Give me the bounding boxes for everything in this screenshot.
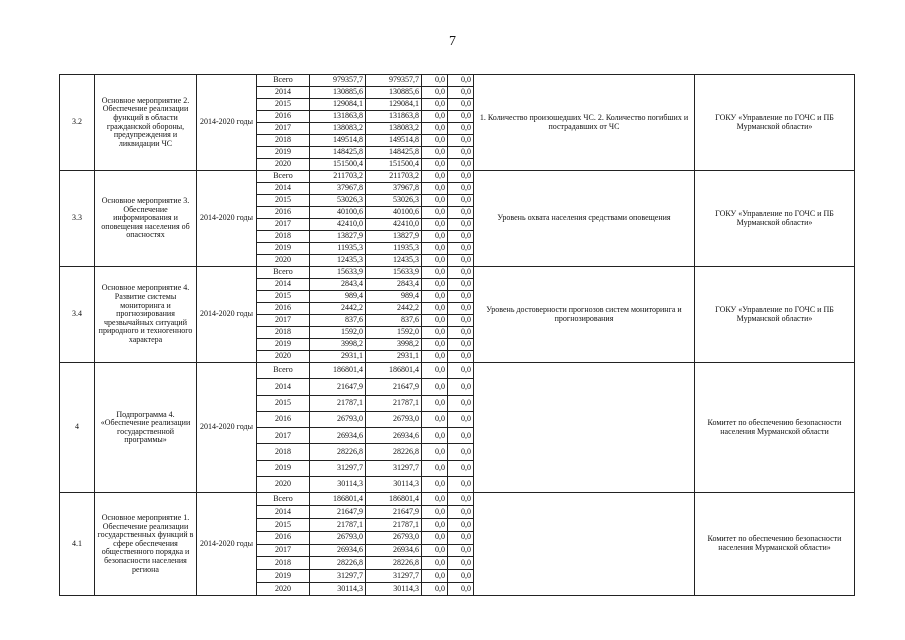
other-sources-cell: 0,0 [448, 444, 474, 460]
year-cell: 2016 [257, 111, 310, 123]
section-number: 4 [60, 363, 95, 493]
total-cell: 11935,3 [310, 243, 366, 255]
regional-budget-cell: 148425,8 [366, 147, 422, 159]
regional-budget-cell: 2843,4 [366, 279, 422, 291]
federal-budget-cell: 0,0 [422, 411, 448, 427]
total-cell: 42410,0 [310, 219, 366, 231]
total-cell: 130885,6 [310, 87, 366, 99]
year-cell: 2016 [257, 411, 310, 427]
regional-budget-cell: 28226,8 [366, 557, 422, 570]
regional-budget-cell: 42410,0 [366, 219, 422, 231]
federal-budget-cell: 0,0 [422, 267, 448, 279]
other-sources-cell: 0,0 [448, 99, 474, 111]
year-cell: 2014 [257, 506, 310, 519]
regional-budget-cell: 37967,8 [366, 183, 422, 195]
federal-budget-cell: 0,0 [422, 506, 448, 519]
regional-budget-cell: 26934,6 [366, 544, 422, 557]
section-number: 3.4 [60, 267, 95, 363]
regional-budget-cell: 26793,0 [366, 531, 422, 544]
other-sources-cell: 0,0 [448, 339, 474, 351]
year-cell: 2017 [257, 123, 310, 135]
other-sources-cell: 0,0 [448, 135, 474, 147]
measure-name: Основное мероприятие 1. Обеспечение реализации государственных функций в сфере обеспечения общественного порядка и безопасности населения региона [95, 493, 197, 595]
year-cell: 2015 [257, 291, 310, 303]
federal-budget-cell: 0,0 [422, 159, 448, 171]
year-cell: 2016 [257, 531, 310, 544]
federal-budget-cell: 0,0 [422, 428, 448, 444]
measure-name: Основное мероприятие 4. Развитие системы мониторинга и прогнозирования чрезвычайных ситуаций природного и техногенного характера [95, 267, 197, 363]
federal-budget-cell: 0,0 [422, 99, 448, 111]
total-cell: 3998,2 [310, 339, 366, 351]
year-cell: Всего [257, 171, 310, 183]
federal-budget-cell: 0,0 [422, 123, 448, 135]
implementation-period: 2014-2020 годы [197, 75, 257, 171]
federal-budget-cell: 0,0 [422, 379, 448, 395]
total-cell: 15633,9 [310, 267, 366, 279]
year-cell: 2016 [257, 303, 310, 315]
implementation-period: 2014-2020 годы [197, 363, 257, 493]
regional-budget-cell: 40100,6 [366, 207, 422, 219]
other-sources-cell: 0,0 [448, 207, 474, 219]
year-cell: 2017 [257, 428, 310, 444]
measure-name: Основное мероприятие 2. Обеспечение реализации функций в области гражданской обороны, предупреждения и ликвидации ЧС [95, 75, 197, 171]
regional-budget-cell: 21647,9 [366, 379, 422, 395]
other-sources-cell: 0,0 [448, 460, 474, 476]
year-cell: 2018 [257, 231, 310, 243]
total-cell: 21647,9 [310, 506, 366, 519]
other-sources-cell: 0,0 [448, 303, 474, 315]
year-cell: Всего [257, 267, 310, 279]
year-cell: 2020 [257, 477, 310, 493]
indicator-cell [474, 363, 695, 493]
total-cell: 21647,9 [310, 379, 366, 395]
total-cell: 26793,0 [310, 531, 366, 544]
regional-budget-cell: 131863,8 [366, 111, 422, 123]
federal-budget-cell: 0,0 [422, 493, 448, 506]
regional-budget-cell: 31297,7 [366, 570, 422, 583]
year-cell: 2017 [257, 544, 310, 557]
regional-budget-cell: 837,6 [366, 315, 422, 327]
measure-name: Подпрограмма 4. «Обеспечение реализации государственной программы» [95, 363, 197, 493]
total-cell: 26793,0 [310, 411, 366, 427]
year-cell: 2020 [257, 351, 310, 363]
federal-budget-cell: 0,0 [422, 363, 448, 379]
other-sources-cell: 0,0 [448, 111, 474, 123]
total-cell: 31297,7 [310, 570, 366, 583]
table-row [60, 171, 855, 183]
regional-budget-cell: 26793,0 [366, 411, 422, 427]
regional-budget-cell: 138083,2 [366, 123, 422, 135]
other-sources-cell: 0,0 [448, 327, 474, 339]
regional-budget-cell: 2931,1 [366, 351, 422, 363]
other-sources-cell: 0,0 [448, 493, 474, 506]
total-cell: 979357,7 [310, 75, 366, 87]
total-cell: 53026,3 [310, 195, 366, 207]
other-sources-cell: 0,0 [448, 291, 474, 303]
federal-budget-cell: 0,0 [422, 75, 448, 87]
measure-name: Основное мероприятие 3. Обеспечение информирования и оповещения населения об опасностях [95, 171, 197, 267]
federal-budget-cell: 0,0 [422, 147, 448, 159]
executor-cell: ГОКУ «Управление по ГОЧС и ПБ Мурманской области» [695, 171, 855, 267]
federal-budget-cell: 0,0 [422, 219, 448, 231]
indicator-cell: 1. Количество произошедших ЧС. 2. Количество погибших и пострадавших от ЧС [474, 75, 695, 171]
table-row [60, 267, 855, 279]
year-cell: 2019 [257, 570, 310, 583]
federal-budget-cell: 0,0 [422, 444, 448, 460]
other-sources-cell: 0,0 [448, 171, 474, 183]
regional-budget-cell: 151500,4 [366, 159, 422, 171]
total-cell: 211703,2 [310, 171, 366, 183]
total-cell: 138083,2 [310, 123, 366, 135]
regional-budget-cell: 11935,3 [366, 243, 422, 255]
regional-budget-cell: 2442,2 [366, 303, 422, 315]
other-sources-cell: 0,0 [448, 363, 474, 379]
regional-budget-cell: 1592,0 [366, 327, 422, 339]
regional-budget-cell: 30114,3 [366, 582, 422, 595]
regional-budget-cell: 989,4 [366, 291, 422, 303]
other-sources-cell: 0,0 [448, 75, 474, 87]
total-cell: 26934,6 [310, 544, 366, 557]
regional-budget-cell: 12435,3 [366, 255, 422, 267]
regional-budget-cell: 186801,4 [366, 363, 422, 379]
regional-budget-cell: 26934,6 [366, 428, 422, 444]
other-sources-cell: 0,0 [448, 219, 474, 231]
year-cell: 2019 [257, 243, 310, 255]
executor-cell: Комитет по обеспечению безопасности населения Мурманской области [695, 363, 855, 493]
year-cell: 2014 [257, 87, 310, 99]
federal-budget-cell: 0,0 [422, 327, 448, 339]
regional-budget-cell: 211703,2 [366, 171, 422, 183]
executor-cell: ГОКУ «Управление по ГОЧС и ПБ Мурманской области» [695, 267, 855, 363]
year-cell: 2019 [257, 339, 310, 351]
regional-budget-cell: 21787,1 [366, 518, 422, 531]
section-number: 4.1 [60, 493, 95, 595]
year-cell: 2014 [257, 279, 310, 291]
other-sources-cell: 0,0 [448, 267, 474, 279]
section-number: 3.3 [60, 171, 95, 267]
total-cell: 989,4 [310, 291, 366, 303]
year-cell: 2019 [257, 147, 310, 159]
total-cell: 30114,3 [310, 477, 366, 493]
other-sources-cell: 0,0 [448, 243, 474, 255]
regional-budget-cell: 21647,9 [366, 506, 422, 519]
year-cell: 2016 [257, 207, 310, 219]
total-cell: 2843,4 [310, 279, 366, 291]
other-sources-cell: 0,0 [448, 87, 474, 99]
federal-budget-cell: 0,0 [422, 111, 448, 123]
year-cell: 2018 [257, 135, 310, 147]
total-cell: 148425,8 [310, 147, 366, 159]
table-row [60, 363, 855, 379]
implementation-period: 2014-2020 годы [197, 267, 257, 363]
other-sources-cell: 0,0 [448, 428, 474, 444]
total-cell: 31297,7 [310, 460, 366, 476]
total-cell: 149514,8 [310, 135, 366, 147]
other-sources-cell: 0,0 [448, 582, 474, 595]
other-sources-cell: 0,0 [448, 411, 474, 427]
year-cell: Всего [257, 75, 310, 87]
total-cell: 2931,1 [310, 351, 366, 363]
regional-budget-cell: 149514,8 [366, 135, 422, 147]
indicator-cell: Уровень охвата населения средствами оповещения [474, 171, 695, 267]
total-cell: 2442,2 [310, 303, 366, 315]
other-sources-cell: 0,0 [448, 557, 474, 570]
federal-budget-cell: 0,0 [422, 477, 448, 493]
other-sources-cell: 0,0 [448, 123, 474, 135]
total-cell: 26934,6 [310, 428, 366, 444]
year-cell: 2017 [257, 219, 310, 231]
total-cell: 28226,8 [310, 444, 366, 460]
federal-budget-cell: 0,0 [422, 570, 448, 583]
year-cell: 2018 [257, 327, 310, 339]
federal-budget-cell: 0,0 [422, 315, 448, 327]
implementation-period: 2014-2020 годы [197, 171, 257, 267]
section-number: 3.2 [60, 75, 95, 171]
federal-budget-cell: 0,0 [422, 303, 448, 315]
other-sources-cell: 0,0 [448, 279, 474, 291]
year-cell: 2018 [257, 557, 310, 570]
program-funding-table [59, 74, 855, 596]
year-cell: 2014 [257, 379, 310, 395]
federal-budget-cell: 0,0 [422, 351, 448, 363]
year-cell: Всего [257, 363, 310, 379]
regional-budget-cell: 979357,7 [366, 75, 422, 87]
year-cell: 2015 [257, 395, 310, 411]
year-cell: 2020 [257, 255, 310, 267]
other-sources-cell: 0,0 [448, 379, 474, 395]
total-cell: 129084,1 [310, 99, 366, 111]
year-cell: 2020 [257, 159, 310, 171]
executor-cell: ГОКУ «Управление по ГОЧС и ПБ Мурманской области» [695, 75, 855, 171]
year-cell: 2015 [257, 195, 310, 207]
year-cell: 2020 [257, 582, 310, 595]
federal-budget-cell: 0,0 [422, 557, 448, 570]
regional-budget-cell: 53026,3 [366, 195, 422, 207]
federal-budget-cell: 0,0 [422, 255, 448, 267]
total-cell: 21787,1 [310, 395, 366, 411]
other-sources-cell: 0,0 [448, 351, 474, 363]
federal-budget-cell: 0,0 [422, 531, 448, 544]
regional-budget-cell: 3998,2 [366, 339, 422, 351]
regional-budget-cell: 21787,1 [366, 395, 422, 411]
other-sources-cell: 0,0 [448, 183, 474, 195]
federal-budget-cell: 0,0 [422, 243, 448, 255]
federal-budget-cell: 0,0 [422, 544, 448, 557]
total-cell: 1592,0 [310, 327, 366, 339]
table-row [60, 493, 855, 506]
page-number: 7 [449, 34, 456, 49]
year-cell: 2018 [257, 444, 310, 460]
other-sources-cell: 0,0 [448, 147, 474, 159]
federal-budget-cell: 0,0 [422, 518, 448, 531]
year-cell: 2015 [257, 518, 310, 531]
indicator-cell [474, 493, 695, 595]
federal-budget-cell: 0,0 [422, 231, 448, 243]
total-cell: 837,6 [310, 315, 366, 327]
total-cell: 21787,1 [310, 518, 366, 531]
other-sources-cell: 0,0 [448, 159, 474, 171]
total-cell: 186801,4 [310, 493, 366, 506]
federal-budget-cell: 0,0 [422, 183, 448, 195]
federal-budget-cell: 0,0 [422, 87, 448, 99]
regional-budget-cell: 130885,6 [366, 87, 422, 99]
federal-budget-cell: 0,0 [422, 460, 448, 476]
other-sources-cell: 0,0 [448, 531, 474, 544]
federal-budget-cell: 0,0 [422, 291, 448, 303]
federal-budget-cell: 0,0 [422, 339, 448, 351]
indicator-cell: Уровень достоверности прогнозов систем мониторинга и прогнозирования [474, 267, 695, 363]
total-cell: 30114,3 [310, 582, 366, 595]
federal-budget-cell: 0,0 [422, 171, 448, 183]
other-sources-cell: 0,0 [448, 477, 474, 493]
regional-budget-cell: 13827,9 [366, 231, 422, 243]
total-cell: 13827,9 [310, 231, 366, 243]
year-cell: 2015 [257, 99, 310, 111]
other-sources-cell: 0,0 [448, 255, 474, 267]
regional-budget-cell: 129084,1 [366, 99, 422, 111]
federal-budget-cell: 0,0 [422, 207, 448, 219]
federal-budget-cell: 0,0 [422, 582, 448, 595]
other-sources-cell: 0,0 [448, 518, 474, 531]
regional-budget-cell: 186801,4 [366, 493, 422, 506]
table-row [60, 75, 855, 87]
other-sources-cell: 0,0 [448, 195, 474, 207]
year-cell: 2019 [257, 460, 310, 476]
regional-budget-cell: 15633,9 [366, 267, 422, 279]
other-sources-cell: 0,0 [448, 544, 474, 557]
other-sources-cell: 0,0 [448, 231, 474, 243]
federal-budget-cell: 0,0 [422, 279, 448, 291]
total-cell: 12435,3 [310, 255, 366, 267]
other-sources-cell: 0,0 [448, 395, 474, 411]
other-sources-cell: 0,0 [448, 570, 474, 583]
executor-cell: Комитет по обеспечению безопасности населения Мурманской области» [695, 493, 855, 595]
year-cell: 2017 [257, 315, 310, 327]
year-cell: 2014 [257, 183, 310, 195]
implementation-period: 2014-2020 годы [197, 493, 257, 595]
total-cell: 40100,6 [310, 207, 366, 219]
federal-budget-cell: 0,0 [422, 135, 448, 147]
total-cell: 37967,8 [310, 183, 366, 195]
regional-budget-cell: 30114,3 [366, 477, 422, 493]
total-cell: 186801,4 [310, 363, 366, 379]
federal-budget-cell: 0,0 [422, 195, 448, 207]
federal-budget-cell: 0,0 [422, 395, 448, 411]
total-cell: 131863,8 [310, 111, 366, 123]
other-sources-cell: 0,0 [448, 315, 474, 327]
regional-budget-cell: 28226,8 [366, 444, 422, 460]
total-cell: 151500,4 [310, 159, 366, 171]
year-cell: Всего [257, 493, 310, 506]
total-cell: 28226,8 [310, 557, 366, 570]
other-sources-cell: 0,0 [448, 506, 474, 519]
regional-budget-cell: 31297,7 [366, 460, 422, 476]
